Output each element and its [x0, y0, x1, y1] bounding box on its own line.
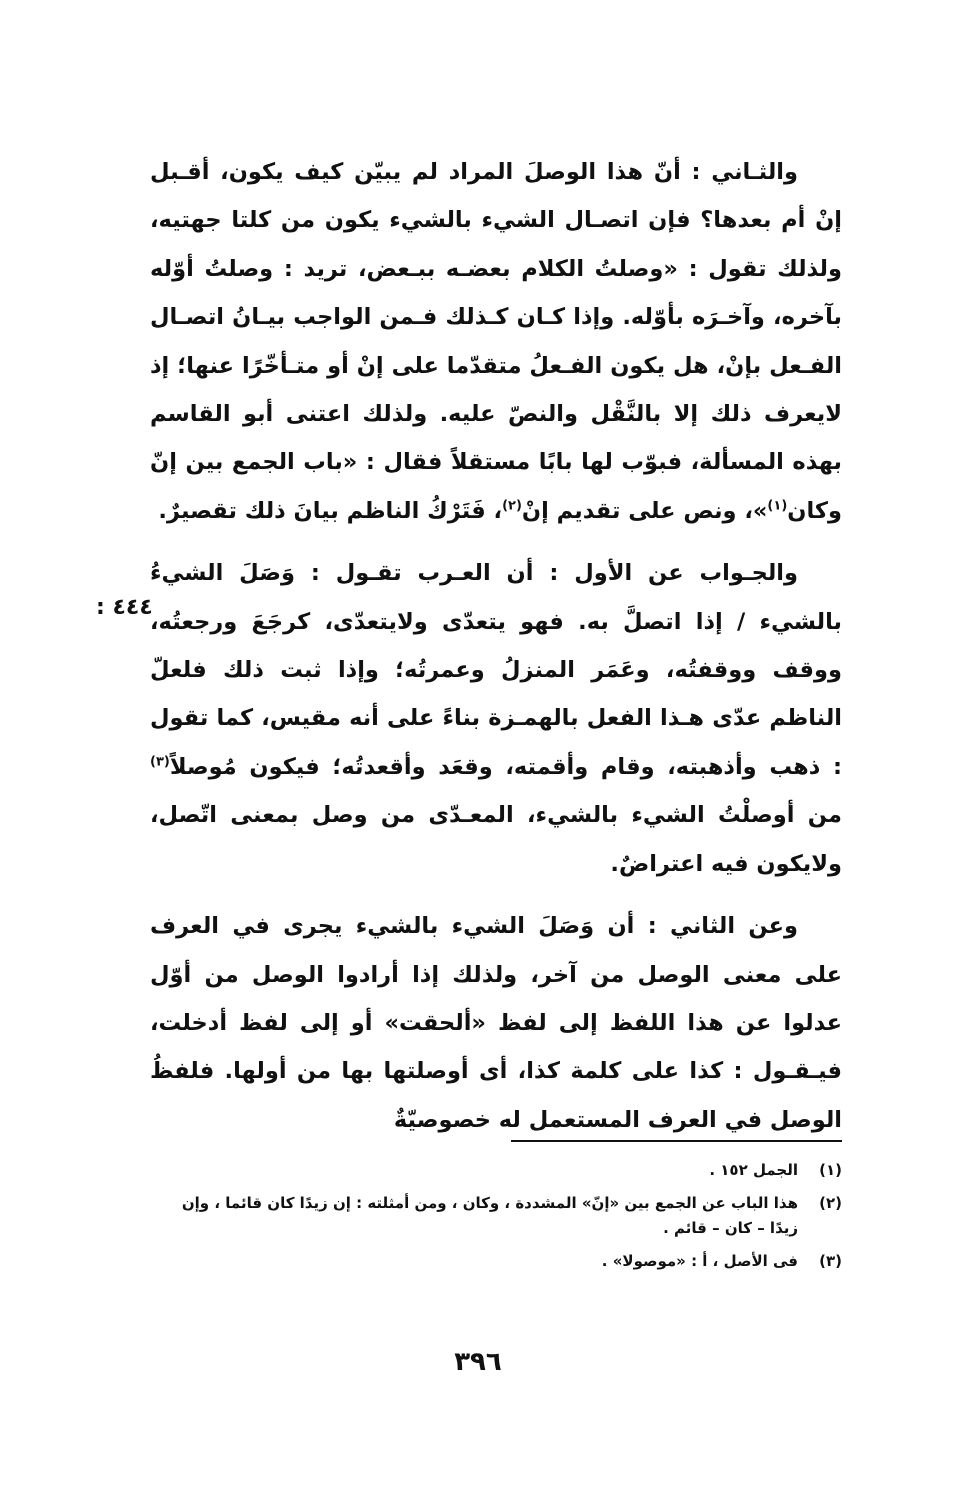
- main-text: [150, 148, 842, 1144]
- page-number: ٣٩٦: [454, 1347, 502, 1377]
- footnote-1: [150, 1158, 842, 1183]
- footnote-number: (٢): [819, 1194, 842, 1212]
- footnote-text: الجمل ١٥٢ .: [709, 1161, 798, 1179]
- paragraph-3-text: وعن الثاني : أن وَصَلَ الشيء بالشيء يجرى في العرف على معنى الوصل من آخر، ولذلك إذا أرادوا الوصل من أوّل عدلوا عن هذا اللفظ إلى لفظ «ألحقت» أو إلى لفظ أدخلت، فيـقـول : كذا على كلمة كذا، أى أوصلتها بها من أولها. فلفظُ الوصل في العرف المستعمل له خصوصيّةٌ: [150, 913, 842, 1133]
- footnotes: [150, 1158, 842, 1282]
- footnote-number: (٣): [819, 1252, 842, 1270]
- paragraph-3: [150, 902, 842, 1144]
- footnote-text: هذا الباب عن الجمع بين «إنّ» المشددة ، وكان ، ومن أمثلته : إن زيدًا كان قائما ، وإن زيدًا – كان – قائم .: [181, 1194, 798, 1237]
- footnote-number: (١): [819, 1161, 842, 1179]
- paragraph-gap: [150, 535, 842, 549]
- footnote-text: فى الأصل ، أ : «موصولا» .: [601, 1252, 798, 1270]
- paragraph-1-text-a: والثـاني : أنّ هذا الوصلَ المراد لم يبيّن كيف يكون، أقـبل إنْ أم بعدها؟ فإن اتصـال الشيء بالشيء يكون من كلتا جهتيه، ولذلك تقول : «وصلتُ الكلام بعضـه ببـعض، تريد : وصلتُ أوّله بآخره، وآخـرَه بأوّله. وإذا كـان كـذلك فـمن الواجب بيـانُ اتصـال الفـعل بإنْ، هل يكون الفـعلُ متقدّما على إنْ أو متـأخّرًا عنها؛ إذ لايعرف ذلك إلا بالنَّقْل والنصّ عليه. ولذلك اعتنى أبو القاسم بهذه المسألة، فبوّب لها بابًا مستقلاً فقال : «باب الجمع بين إنّ وكان: [150, 159, 842, 524]
- paragraph-2-text-a: والجـواب عن الأول : أن العـرب تقـول : وَصَلَ الشيءُ بالشيء / إذا اتصلَّ به. فهو يتعدّى ولايتعدّى، كرجَعَ ورجعتُه، ووقف ووقفتُه، وعَمَر المنزلُ وعمرتُه؛ وإذا ثبت ذلك فلعلّ الناظم عدّى هـذا الفعل بالهمـزة بناءً على أنه مقيس، كما تقول : ذهب وأذهبته، وقام وأقمته، وقعَد وأقعدتُه؛ فيكون مُوصلاً: [150, 560, 842, 780]
- paragraph-1-text-c: ، فَتَرْكُ الناظم بيانَ ذلك تقصيرٌ.: [158, 497, 503, 524]
- footnote-separator: [511, 1140, 842, 1142]
- footnote-2: [150, 1191, 842, 1241]
- footnote-ref-1: (١): [767, 498, 788, 514]
- paragraph-1: [150, 148, 842, 535]
- paragraph-2: [150, 549, 842, 888]
- paragraph-1-text-b: »، ونص على تقديم إنْ: [521, 497, 768, 524]
- manuscript-folio-reference: ٤٤٤ :: [96, 595, 153, 620]
- paragraph-gap: [150, 888, 842, 902]
- footnote-ref-3: (٣): [150, 754, 170, 770]
- footnote-3: [150, 1249, 842, 1274]
- paragraph-2-text-b: من أوصلْتُ الشيء بالشيء، المعـدّى من وصل بمعنى اتّصل، ولايكون فيه اعتراضٌ.: [150, 802, 842, 877]
- footnote-ref-2: (٢): [502, 498, 522, 514]
